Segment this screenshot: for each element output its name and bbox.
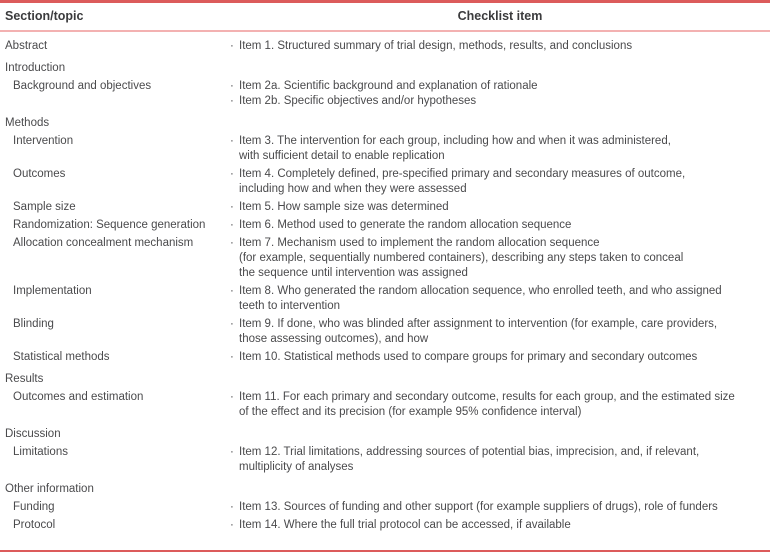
checklist-item-text	[239, 79, 770, 94]
checklist-item	[230, 218, 770, 233]
checklist-cell	[230, 134, 770, 164]
checklist-item-text	[239, 284, 770, 314]
checklist-cell	[230, 500, 770, 515]
checklist-cell	[230, 236, 770, 281]
subsection-row	[0, 284, 770, 314]
bullet-icon: ·	[230, 501, 234, 513]
section-label: Protocol	[13, 519, 56, 531]
section-label: Randomization: Sequence generation	[13, 219, 206, 231]
section-label: Outcomes	[13, 168, 66, 180]
checklist-item-text	[239, 317, 770, 347]
checklist-item-line: Item 10. Statistical methods used to compare groups for primary and secondary outcomes	[239, 351, 698, 363]
checklist-item-text	[239, 350, 770, 365]
checklist-item	[230, 39, 770, 54]
section-label: Sample size	[13, 201, 76, 213]
checklist-item-text	[239, 200, 770, 215]
bullet-icon: ·	[230, 519, 234, 531]
checklist-item-text	[239, 500, 770, 515]
section-label: Allocation concealment mechanism	[13, 237, 194, 249]
section-row	[0, 427, 770, 442]
section-label: Discussion	[5, 428, 61, 440]
checklist-item-line: (for example, sequentially numbered containers), describing any steps taken to conceal	[239, 252, 684, 264]
checklist-cell	[230, 518, 770, 533]
subsection-row	[0, 134, 770, 164]
checklist-item	[230, 317, 770, 347]
bullet-icon: ·	[230, 318, 234, 330]
checklist-cell	[230, 317, 770, 347]
column-header-checklist-item: Checklist item	[457, 9, 543, 23]
subsection-row	[0, 236, 770, 281]
bullet-icon: ·	[230, 201, 234, 213]
checklist-item-line: of the effect and its precision (for example 95% confidence interval)	[239, 406, 582, 418]
checklist-item-text	[239, 236, 770, 281]
checklist-item-line: Item 12. Trial limitations, addressing sources of potential bias, imprecision, and, if relevant,	[239, 446, 700, 458]
checklist-cell	[230, 372, 770, 387]
subsection-row	[0, 79, 770, 109]
section-row	[0, 482, 770, 497]
checklist-item	[230, 236, 770, 281]
checklist-item	[230, 518, 770, 533]
section-label: Methods	[5, 117, 50, 129]
checklist-item-line: Item 14. Where the full trial protocol can be accessed, if available	[239, 519, 571, 531]
checklist-cell	[230, 167, 770, 197]
section-label: Blinding	[13, 318, 54, 330]
subsection-row	[0, 167, 770, 197]
checklist-item	[230, 390, 770, 420]
checklist-item	[230, 500, 770, 515]
section-row	[0, 116, 770, 131]
section-label: Outcomes and estimation	[13, 391, 144, 403]
checklist-cell	[230, 116, 770, 131]
section-label: Intervention	[13, 135, 74, 147]
table-rows	[0, 32, 770, 550]
checklist-item-line: those assessing outcomes), and how	[239, 333, 429, 345]
section-label: Funding	[13, 501, 55, 513]
subsection-row	[0, 445, 770, 475]
bullet-icon: ·	[230, 351, 234, 363]
column-header-section-topic: Section/topic	[5, 9, 84, 23]
checklist-item-text	[239, 167, 770, 197]
bullet-icon: ·	[230, 80, 234, 92]
checklist-item	[230, 445, 770, 475]
section-label: Other information	[5, 483, 94, 495]
checklist-item	[230, 350, 770, 365]
section-label: Limitations	[13, 446, 68, 458]
checklist-cell	[230, 200, 770, 215]
section-label: Introduction	[5, 62, 66, 74]
checklist-item-line: multiplicity of analyses	[239, 461, 354, 473]
section-label: Implementation	[13, 285, 92, 297]
section-row	[0, 61, 770, 76]
section-label: Results	[5, 373, 44, 385]
checklist-cell	[230, 445, 770, 475]
bullet-icon: ·	[230, 219, 234, 231]
table-header-row	[0, 3, 770, 32]
checklist-item-text	[239, 39, 770, 54]
checklist-cell	[230, 482, 770, 497]
checklist-item-line: Item 9. If done, who was blinded after assignment to intervention (for example, care providers,	[239, 318, 718, 330]
checklist-cell	[230, 218, 770, 233]
checklist-item-line: including how and when they were assessed	[239, 183, 467, 195]
section-label: Abstract	[5, 40, 48, 52]
section-row	[0, 39, 770, 54]
checklist-item	[230, 79, 770, 94]
checklist-item-text	[239, 390, 770, 420]
subsection-row	[0, 350, 770, 365]
bullet-icon: ·	[230, 168, 234, 180]
checklist-cell	[230, 61, 770, 76]
checklist-item-text	[239, 134, 770, 164]
section-row	[0, 372, 770, 387]
checklist-item	[230, 94, 770, 109]
checklist-cell	[230, 79, 770, 109]
bullet-icon: ·	[230, 391, 234, 403]
subsection-row	[0, 500, 770, 515]
checklist-cell	[230, 390, 770, 420]
bullet-icon: ·	[230, 95, 234, 107]
checklist-item	[230, 284, 770, 314]
bullet-icon: ·	[230, 135, 234, 147]
subsection-row	[0, 317, 770, 347]
checklist-item-line: with sufficient detail to enable replication	[239, 150, 445, 162]
bullet-icon: ·	[230, 446, 234, 458]
subsection-row	[0, 218, 770, 233]
checklist-item-line: Item 5. How sample size was determined	[239, 201, 449, 213]
subsection-row	[0, 200, 770, 215]
checklist-item-line: Item 7. Mechanism used to implement the random allocation sequence	[239, 237, 600, 249]
checklist-item-line: Item 4. Completely defined, pre-specified primary and secondary measures of outcome,	[239, 168, 686, 180]
checklist-item-text	[239, 445, 770, 475]
section-label: Background and objectives	[13, 80, 152, 92]
checklist-item-line: teeth to intervention	[239, 300, 341, 312]
section-label: Statistical methods	[13, 351, 110, 363]
bullet-icon: ·	[230, 285, 234, 297]
subsection-row	[0, 518, 770, 533]
checklist-item-line: Item 6. Method used to generate the random allocation sequence	[239, 219, 572, 231]
bullet-icon: ·	[230, 237, 234, 249]
checklist-item-line: Item 1. Structured summary of trial design, methods, results, and conclusions	[239, 40, 633, 52]
checklist-item-line: Item 2b. Specific objectives and/or hypotheses	[239, 95, 477, 107]
checklist-item-line: Item 2a. Scientific background and explanation of rationale	[239, 80, 538, 92]
checklist-item-line: Item 3. The intervention for each group, including how and when it was administered,	[239, 135, 671, 147]
checklist-item-line: Item 13. Sources of funding and other support (for example suppliers of drugs), role of funders	[239, 501, 718, 513]
checklist-item-text	[239, 218, 770, 233]
checklist-cell	[230, 350, 770, 365]
checklist-item-line: the sequence until intervention was assigned	[239, 267, 468, 279]
checklist-item-line: Item 11. For each primary and secondary outcome, results for each group, and the estimated size	[239, 391, 735, 403]
checklist-item-text	[239, 94, 770, 109]
checklist-item	[230, 200, 770, 215]
checklist-item	[230, 134, 770, 164]
checklist-item-text	[239, 518, 770, 533]
checklist-cell	[230, 427, 770, 442]
checklist-cell	[230, 284, 770, 314]
checklist-item-line: Item 8. Who generated the random allocation sequence, who enrolled teeth, and who assigned	[239, 285, 722, 297]
bullet-icon: ·	[230, 40, 234, 52]
checklist-cell	[230, 39, 770, 54]
checklist-item	[230, 167, 770, 197]
subsection-row	[0, 390, 770, 420]
